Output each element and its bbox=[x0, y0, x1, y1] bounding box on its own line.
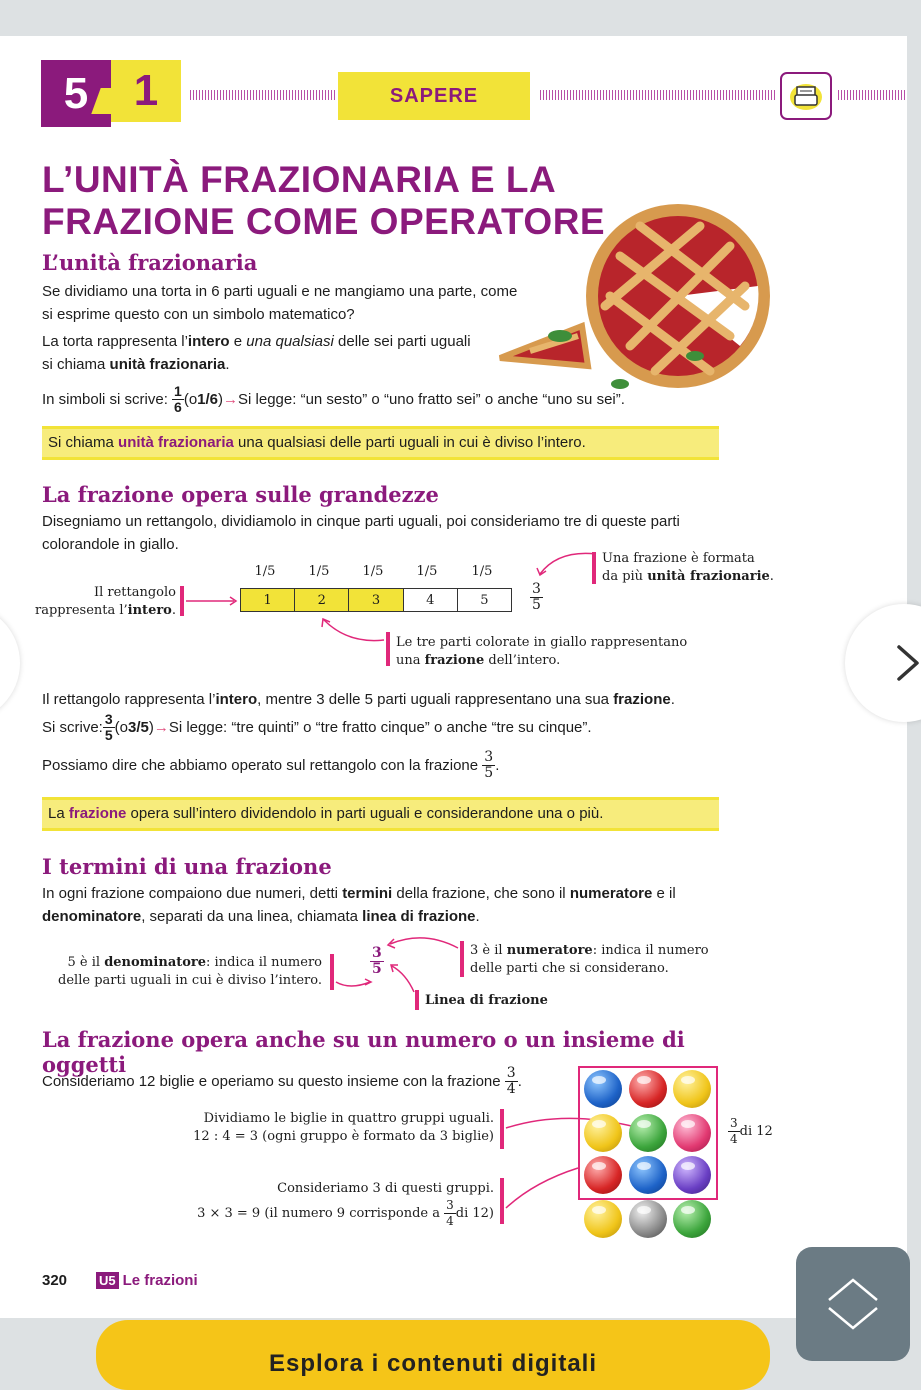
marble-yellow bbox=[673, 1070, 711, 1108]
sapere-tag: SAPERE bbox=[338, 72, 530, 120]
unit-number-badge: 5 bbox=[41, 60, 111, 127]
rect-cell-5: 5 bbox=[480, 592, 489, 608]
fraction-1-6: $\frac{1}{6}$ bbox=[174, 383, 182, 415]
paragraph-simboli-1-6: In simboli si scrive: $\frac{1}{6}$ (o 1/6 ) → Si legge: “un sesto” o “uno fratto sei” o anche “uno su sei”. bbox=[42, 383, 625, 415]
rect-cell-1: 1 bbox=[241, 589, 295, 611]
paragraph-operato: Possiamo dire che abbiamo operato sul rettangolo con la frazione $\frac{3}{5}$ . bbox=[42, 749, 500, 781]
marker-linea bbox=[415, 990, 419, 1010]
marker-bottom bbox=[386, 632, 390, 666]
marker-numeratore bbox=[460, 941, 464, 977]
label-fifth-2: 1/5 bbox=[308, 564, 330, 579]
paragraph-intero: La torta rappresenta l’intero e una qualsiasi delle sei parti uguali si chiama unità frazionaria. bbox=[42, 333, 471, 373]
marble-green bbox=[673, 1200, 711, 1238]
arrow-curve-right bbox=[528, 550, 600, 580]
ruler-left bbox=[190, 90, 336, 100]
marble-yellow bbox=[584, 1114, 622, 1152]
document-icon-box[interactable] bbox=[780, 72, 832, 120]
arrow-curve-bottom bbox=[318, 616, 388, 648]
paragraph-12-biglie: Consideriamo 12 biglie e operiamo su questo insieme con la frazione $\frac{3}{4}$ . bbox=[42, 1065, 522, 1097]
label-fifth-3: 1/5 bbox=[362, 564, 384, 579]
arrow-to-rectangle bbox=[186, 594, 240, 608]
marble-red bbox=[629, 1070, 667, 1108]
heading-insieme-oggetti: La frazione opera anche su un numero o un insieme di oggetti bbox=[42, 1027, 685, 1077]
folder-document-icon bbox=[789, 81, 823, 111]
paragraph-rettangolo: Disegniamo un rettangolo, dividiamolo in cinque parti uguali, poi consideriamo tre di queste parti colorandole in giallo. bbox=[42, 513, 680, 553]
note-3-gruppi: Consideriamo 3 di questi gruppi. 3 × 3 = 9 (il numero 9 corrisponde a $\frac{3}{4}$ di 12) bbox=[197, 1181, 494, 1228]
marble-grey bbox=[629, 1200, 667, 1238]
marble-purple bbox=[673, 1156, 711, 1194]
marker-right bbox=[592, 552, 596, 584]
marble-green bbox=[629, 1114, 667, 1152]
rect-cell-2: 2 bbox=[295, 589, 349, 611]
marble-yellow bbox=[584, 1200, 622, 1238]
scroll-toggle-button[interactable] bbox=[796, 1247, 910, 1361]
marble-blue bbox=[584, 1070, 622, 1108]
marble-blue bbox=[629, 1156, 667, 1194]
heading-termini: I termini di una frazione bbox=[42, 854, 332, 879]
unit-footer bbox=[96, 1272, 198, 1289]
fraction-3-5-terms: $\frac{3}{5}$ bbox=[372, 945, 382, 977]
pie-illustration bbox=[490, 186, 770, 406]
marble-pink bbox=[673, 1114, 711, 1152]
section-number-badge: 1 bbox=[111, 60, 181, 122]
chevron-up-down-icon bbox=[823, 1274, 883, 1334]
heading-unita-frazionaria: L’unità frazionaria bbox=[42, 250, 258, 275]
chevron-right-icon bbox=[889, 643, 921, 683]
arrow-to-selected-group bbox=[504, 1162, 584, 1212]
fraction-rectangle bbox=[240, 588, 512, 612]
label-linea-frazione: Linea di frazione bbox=[425, 993, 548, 1008]
note-rettangolo-intero: Il rettangolo rappresenta l’intero. bbox=[35, 585, 176, 618]
note-parti-colorate: Le tre parti colorate in giallo rappresentano una frazione dell’intero. bbox=[396, 635, 688, 668]
note-denominatore: 5 è il denominatore: indica il numero delle parti uguali in cui è diviso l’intero. bbox=[58, 955, 322, 988]
label-fifth-5: 1/5 bbox=[471, 564, 493, 579]
paragraph-termini: In ogni frazione compaiono due numeri, detti termini della frazione, che sono il numeratore e il denominatore, separati da una linea, chiamata linea di frazione. bbox=[42, 885, 676, 925]
label-3-4-di-12: $\frac{3}{4}$ di 12 bbox=[730, 1116, 773, 1146]
fraction-3-5-diagram: $\frac{3}{5}$ bbox=[532, 581, 541, 613]
note-gruppi: Dividiamo le biglie in quattro gruppi uguali. 12 : 4 = 3 (ogni gruppo è formato da 3 biglie) bbox=[193, 1111, 494, 1144]
ruler-right bbox=[838, 90, 907, 100]
rect-cell-3: 3 bbox=[349, 589, 403, 611]
label-fifth-1: 1/5 bbox=[254, 564, 276, 579]
heading-frazione-grandezze: La frazione opera sulle grandezze bbox=[42, 482, 439, 507]
paragraph-intero-frazione: Il rettangolo rappresenta l’intero, mentre 3 delle 5 parti uguali rappresentano una sua frazione. bbox=[42, 691, 675, 708]
unit-tag: U5 bbox=[96, 1272, 119, 1289]
note-unita-frazionarie: Una frazione è formata da più unità frazionarie. bbox=[602, 551, 774, 584]
label-fifth-4: 1/5 bbox=[416, 564, 438, 579]
page-number: 320 bbox=[42, 1272, 68, 1289]
definition-box-unita: Si chiama unità frazionaria una qualsiasi delle parti uguali in cui è diviso l’intero. bbox=[42, 426, 719, 460]
note-numeratore: 3 è il numeratore: indica il numero delle parti che si considerano. bbox=[470, 943, 709, 976]
paragraph-simboli-3-5: Si scrive: $\frac{3}{5}$ (o 3/5 ) → Si legge: “tre quinti” o “tre fratto cinque” o anche “tre su cinque”. bbox=[42, 711, 592, 743]
textbook-page bbox=[0, 36, 907, 1318]
paragraph-torta: Se dividiamo una torta in 6 parti uguali e ne mangiamo una parte, come si esprime questo con un simbolo matematico? bbox=[42, 283, 518, 323]
definition-box-frazione: La frazione opera sull’intero dividendolo in parti uguali e considerandone una o più. bbox=[42, 797, 719, 831]
unit-title: Le frazioni bbox=[122, 1272, 198, 1289]
arrows-to-numerator bbox=[384, 934, 464, 994]
marker-left bbox=[180, 586, 184, 616]
ruler-middle bbox=[540, 90, 776, 100]
page-title: L’UNITÀ FRAZIONARIA E LA FRAZIONE COME OPERATORE bbox=[42, 159, 606, 242]
explore-digital-content-button[interactable]: Esplora i contenuti digitali bbox=[96, 1320, 770, 1390]
marble-red bbox=[584, 1156, 622, 1194]
rect-cell-4: 4 bbox=[404, 589, 458, 611]
